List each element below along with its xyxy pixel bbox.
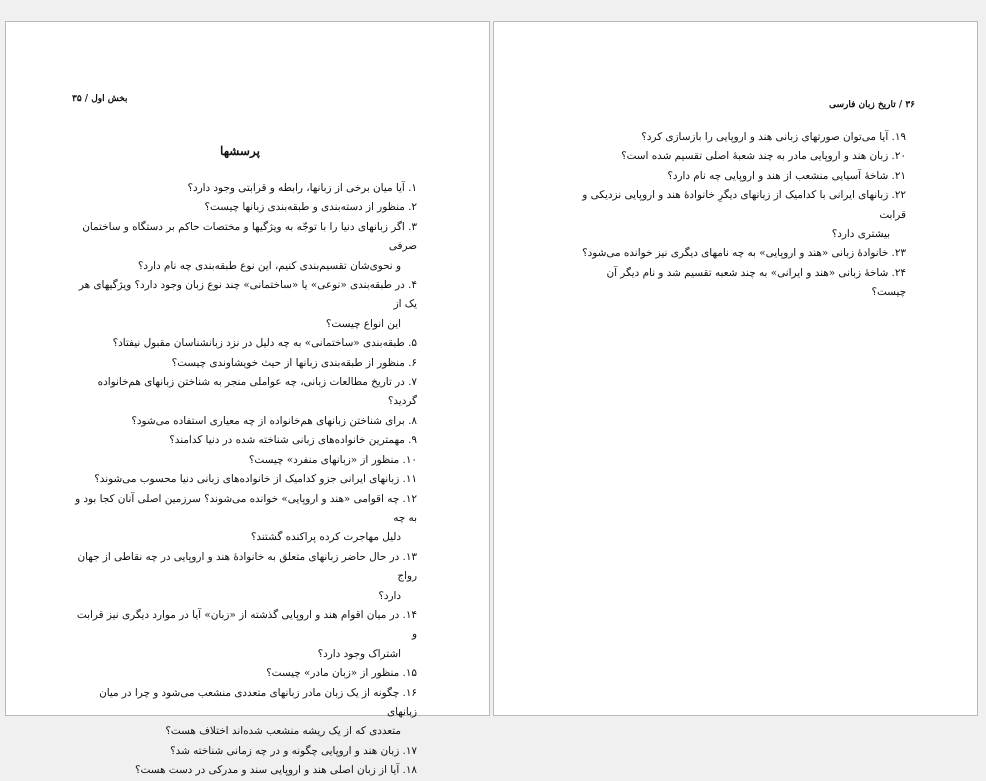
question-item — [73, 548, 417, 606]
question-text: ۲۰. زبان هند و اروپایی مادر به چند شعبهٔ اصلی تقسیم شده است؟ — [621, 150, 906, 163]
question-text: ۱۴. در میان اقوام هند و اروپایی گذشته از «زبان» آیا در موارد دیگری نیز قرابت و — [76, 608, 417, 641]
question-text-continued: متعددی که از یک ریشه منشعب شده‌اند اختلاف هست؟ — [165, 725, 401, 738]
question-text: ۲۳. خانوادهٔ زبانی «هند و اروپایی» به چه نامهای دیگری نیز خوانده می‌شود؟ — [582, 247, 906, 260]
question-item — [73, 684, 417, 742]
question-text-continued: این انواع چیست؟ — [325, 317, 401, 330]
question-text: ۱۹. آیا می‌توان صورتهای زبانی هند و اروپایی را بازسازی کرد؟ — [641, 131, 906, 143]
question-text: ۴. در طبقه‌بندی «نوعی» یا «ساختمانی» چند نوع زبان وجود دارد؟ ویژگیهای هر یک از — [78, 279, 417, 311]
question-item — [73, 334, 417, 353]
question-item — [570, 186, 906, 244]
question-item — [73, 490, 417, 548]
question-text: ۲۴. شاخهٔ زبانی «هند و ایرانی» به چند شعبه تقسیم شد و نام دیگر آن چیست؟ — [606, 266, 906, 299]
question-item — [570, 147, 906, 166]
question-item — [73, 276, 417, 334]
question-text: ۷. در تاریخ مطالعات زبانی، چه عواملی منجر به شناختن زبانهای هم‌خانواده گردید؟ — [97, 376, 417, 408]
question-item — [73, 606, 417, 664]
question-item — [570, 244, 906, 263]
question-item — [73, 218, 417, 276]
question-item — [73, 761, 417, 780]
running-head-left: بخش اول / ۳۵ — [72, 94, 128, 104]
question-item — [73, 664, 417, 683]
question-text: ۹. مهمترین خانواده‌های زبانی شناخته شده در دنیا کدامند؟ — [169, 434, 417, 447]
question-item — [73, 354, 417, 373]
question-text-continued: اشتراک وجود دارد؟ — [317, 647, 401, 660]
question-text: ۱۸. آیا از زبان اصلی هند و اروپایی سند و مدرکی در دست هست؟ — [134, 764, 417, 777]
question-text: ۱۷. زبان هند و اروپایی چگونه و در چه زمانی شناخته شد؟ — [170, 744, 417, 757]
question-item — [73, 412, 417, 431]
question-text: ۲۱. شاخهٔ آسیایی منشعب از هند و اروپایی چه نام دارد؟ — [667, 169, 906, 182]
right-page — [493, 21, 978, 716]
question-text: ۳. اگر زبانهای دنیا را با توجّه به ویژگیها و مختصات حاکم بر دستگاه و ساختمان صرفی — [82, 220, 417, 253]
question-item — [73, 179, 417, 198]
question-text: ۱۰. منظور از «زبانهای منفرد» چیست؟ — [248, 453, 417, 466]
question-text: ۱۶. چگونه از یک زبان مادر زبانهای متعددی منشعب می‌شود و چرا در میان زبانهای — [99, 686, 417, 718]
question-text: ۵. طبقه‌بندی «ساختمانی» به چه دلیل در نزد زبانشناسان مقبول نیفتاد؟ — [112, 337, 417, 350]
question-list-left — [73, 179, 417, 781]
question-text: ۱. آیا میان برخی از زبانها، رابطه و قرابتی وجود دارد؟ — [187, 182, 417, 194]
left-page — [5, 21, 490, 777]
question-text-continued: بیشتری دارد؟ — [831, 228, 890, 241]
question-text: ۱۱. زبانهای ایرانی جزو کدامیک از خانواده‌های زبانی دنیا محسوب می‌شوند؟ — [94, 473, 417, 486]
question-item — [73, 198, 417, 217]
question-item — [73, 451, 417, 470]
question-item — [570, 264, 906, 303]
question-item — [73, 742, 417, 761]
question-text: ۱۳. در حال حاضر زبانهای متعلق به خانوادهٔ هند و اروپایی در چه نقاطی از جهان رواج — [77, 550, 417, 583]
question-text: ۲۲. زبانهای ایرانی با کدامیک از زبانهای دیگرِ خانوادهٔ هند و اروپایی نزدیکی و قرابت — [582, 189, 906, 221]
question-text: ۲. منظور از دسته‌بندی و طبقه‌بندی زبانها چیست؟ — [204, 201, 417, 214]
question-text-continued: دارد؟ — [378, 589, 401, 602]
question-text-continued: و نحوی‌شان تقسیم‌بندی کنیم، این نوع طبقه‌بندی چه نام دارد؟ — [137, 259, 401, 272]
question-item — [73, 373, 417, 412]
question-text: ۱۲. چه اقوامی «هند و اروپایی» خوانده می‌شوند؟ سرزمین اصلی آنان کجا بود و به چه — [75, 492, 417, 524]
question-item — [570, 167, 906, 186]
question-item — [73, 470, 417, 489]
running-head-right: ۳۶ / تاریخ زبان فارسی — [828, 100, 915, 110]
section-title: پرسشها — [220, 144, 260, 158]
question-item — [73, 431, 417, 450]
question-list-right — [570, 128, 906, 303]
question-text: ۱۵. منظور از «زبان مادر» چیست؟ — [266, 667, 417, 680]
question-text: ۸. برای شناختن زبانهای هم‌خانواده از چه معیاری استفاده می‌شود؟ — [131, 414, 417, 427]
question-text-continued: دلیل مهاجرت کرده پراکنده گشتند؟ — [250, 531, 401, 544]
question-item — [570, 128, 906, 147]
question-text: ۶. منظور از طبقه‌بندی زبانها از حیث خویشاوندی چیست؟ — [171, 356, 417, 369]
